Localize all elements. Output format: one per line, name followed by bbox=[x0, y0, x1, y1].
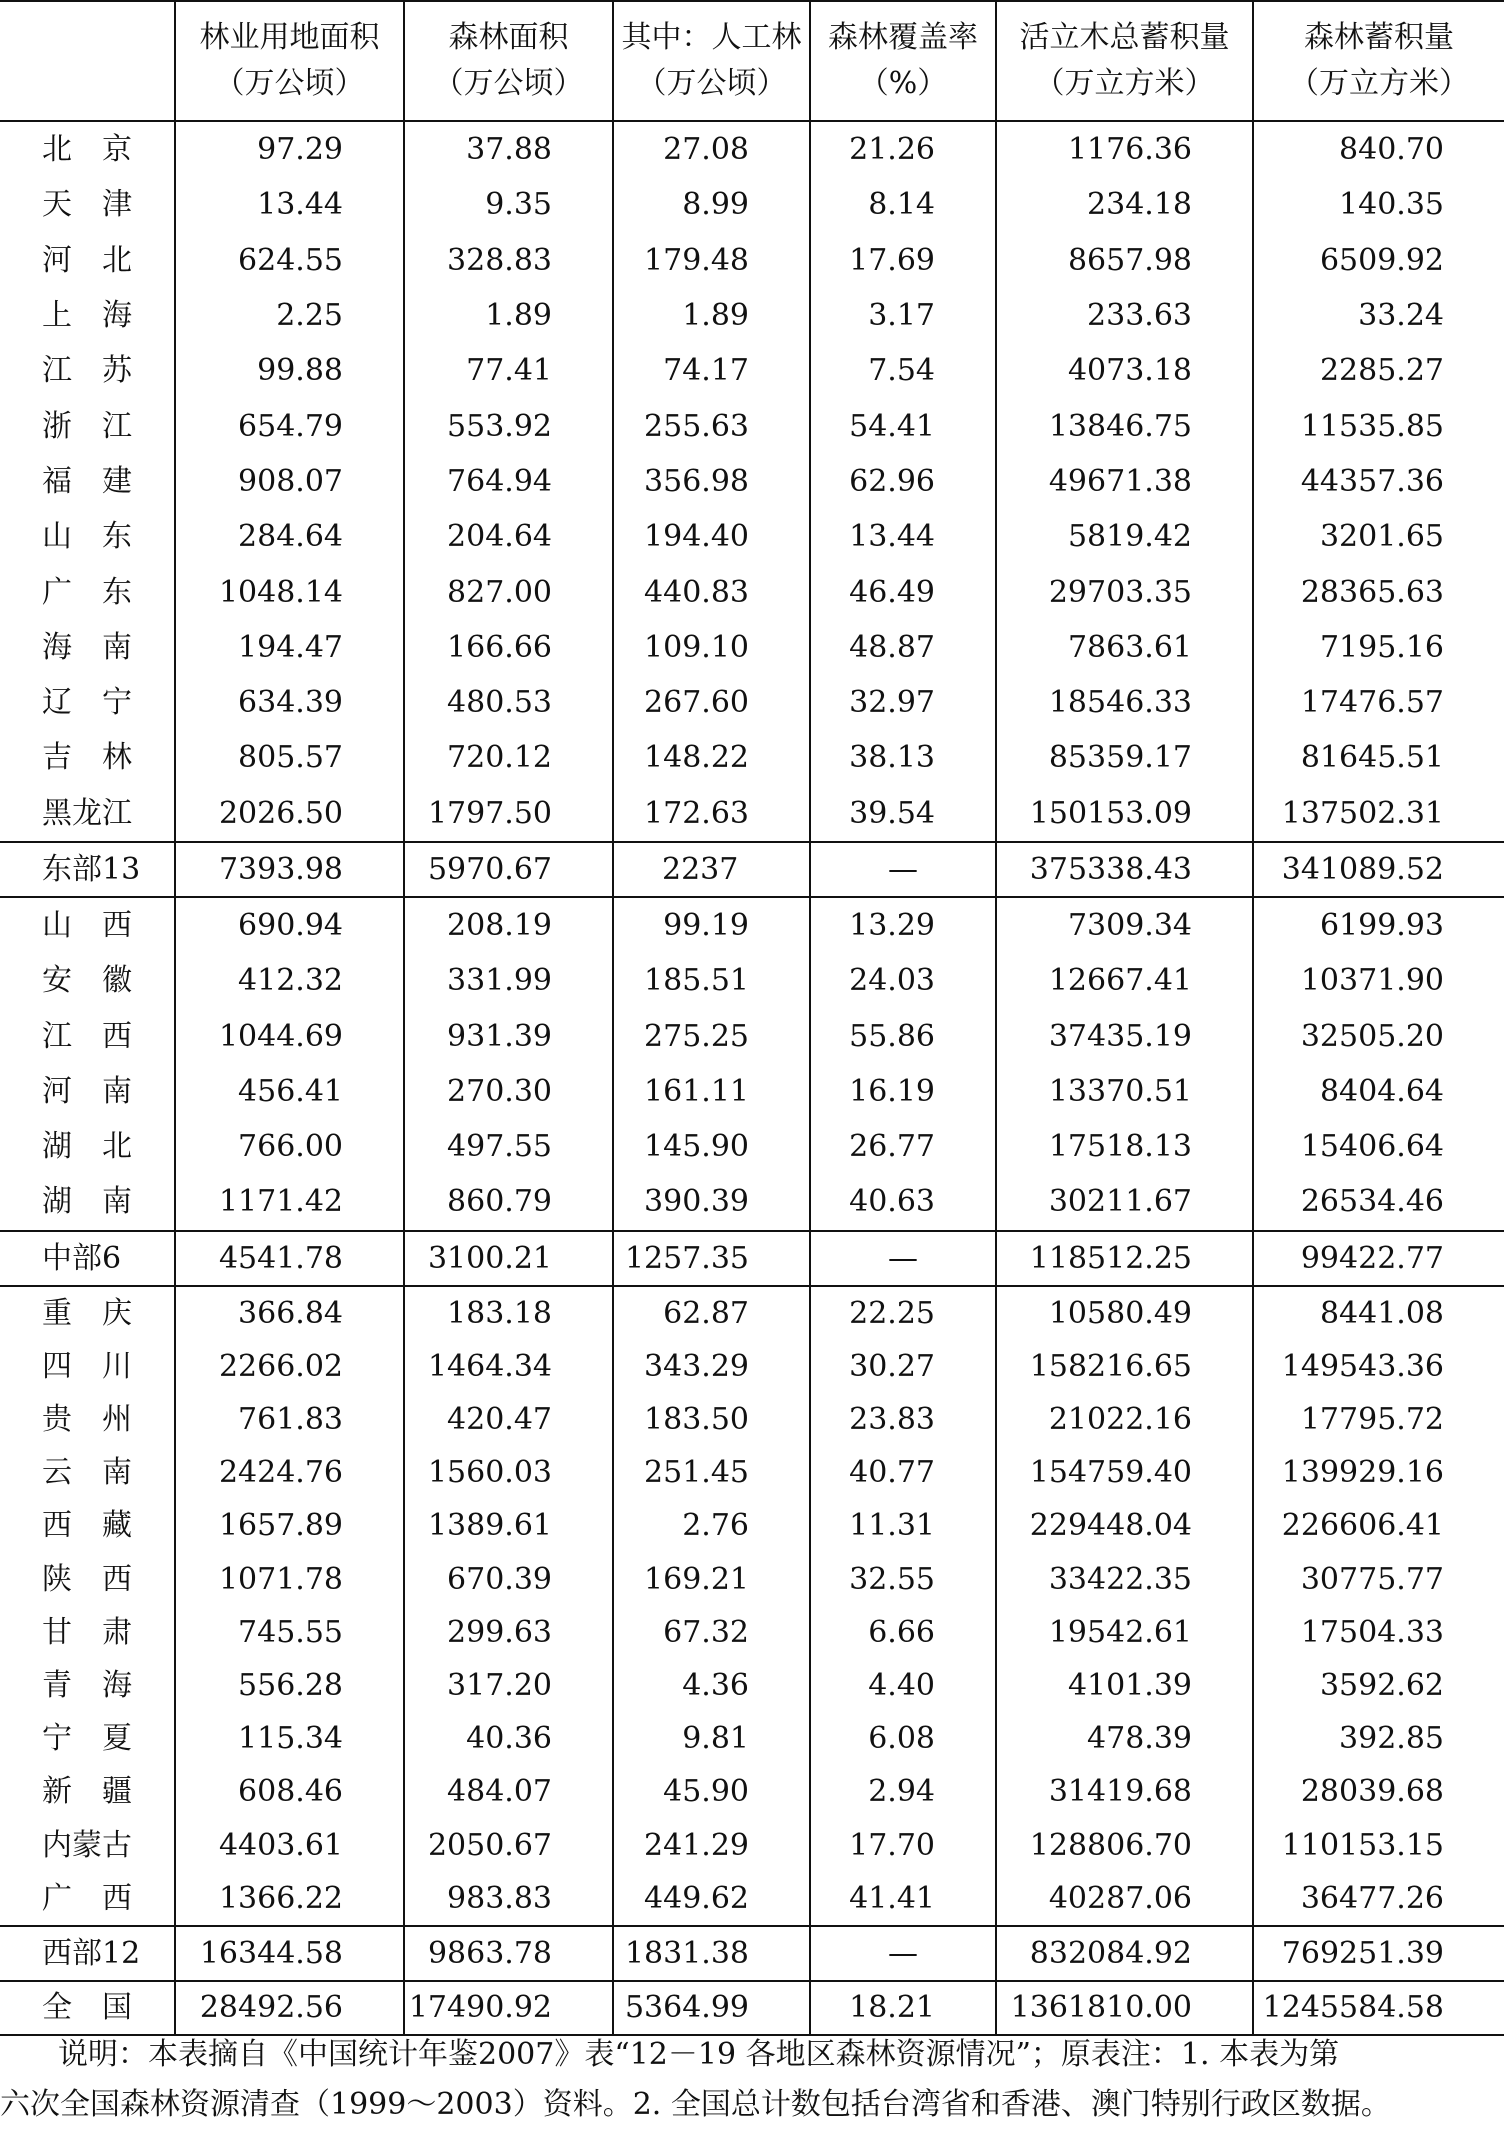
table-row bbox=[0, 675, 1504, 730]
cell-forestry-land-area: 690.94 bbox=[175, 897, 404, 953]
cell-forest-area: 40.36 bbox=[404, 1712, 613, 1765]
cell-plantation-area: 449.62 bbox=[613, 1872, 810, 1926]
cell-forest-area: 1464.34 bbox=[404, 1340, 613, 1393]
cell-standing-stock: 229448.04 bbox=[996, 1499, 1253, 1552]
cell-forest-stock: 17795.72 bbox=[1253, 1393, 1504, 1446]
region-name: 辽宁 bbox=[42, 685, 162, 721]
region-name: 浙江 bbox=[42, 408, 162, 444]
cell-forest-stock: 17504.33 bbox=[1253, 1606, 1504, 1659]
cell-plantation-area: 390.39 bbox=[613, 1174, 810, 1230]
cell-forestry-land-area: 16344.58 bbox=[175, 1926, 404, 1981]
cell-forestry-land-area: 766.00 bbox=[175, 1119, 404, 1174]
cell-forest-area: 480.53 bbox=[404, 675, 613, 730]
cell-standing-stock: 13846.75 bbox=[996, 398, 1253, 453]
region-name: 陕西 bbox=[42, 1561, 162, 1597]
cell-standing-stock: 118512.25 bbox=[996, 1231, 1253, 1286]
cell-standing-stock: 150153.09 bbox=[996, 786, 1253, 842]
table-row bbox=[0, 121, 1504, 177]
cell-forest-coverage: 40.63 bbox=[810, 1174, 996, 1230]
cell-forest-coverage: 54.41 bbox=[810, 398, 996, 453]
table-row bbox=[0, 564, 1504, 619]
cell-forest-stock: 30775.77 bbox=[1253, 1553, 1504, 1606]
table-row bbox=[0, 1499, 1504, 1552]
cell-forest-coverage: 13.29 bbox=[810, 897, 996, 953]
table-row bbox=[0, 398, 1504, 453]
cell-forest-stock: 110153.15 bbox=[1253, 1819, 1504, 1872]
cell-forestry-land-area: 194.47 bbox=[175, 620, 404, 675]
cell-plantation-area: 45.90 bbox=[613, 1765, 810, 1818]
cell-forest-stock: 81645.51 bbox=[1253, 730, 1504, 785]
cell-forestry-land-area: 2266.02 bbox=[175, 1340, 404, 1393]
cell-forest-coverage: 62.96 bbox=[810, 454, 996, 509]
cell-forest-coverage: 30.27 bbox=[810, 1340, 996, 1393]
header-forestry-land-area: 林业用地面积 （万公顷） bbox=[175, 1, 404, 121]
table-row bbox=[0, 1606, 1504, 1659]
cell-forest-coverage: 17.69 bbox=[810, 233, 996, 288]
note-line-1: 说明：本表摘自《中国统计年鉴2007》表“12－19 各地区森林资源情况”；原表注：1. 本表为第 bbox=[58, 2037, 1340, 2072]
region-name: 西部12 bbox=[0, 1926, 175, 1981]
cell-standing-stock: 4073.18 bbox=[996, 343, 1253, 398]
region-name: 河北 bbox=[42, 242, 162, 278]
region-name: 河南 bbox=[42, 1073, 162, 1109]
table-row bbox=[0, 177, 1504, 232]
cell-standing-stock: 40287.06 bbox=[996, 1872, 1253, 1926]
cell-standing-stock: 49671.38 bbox=[996, 454, 1253, 509]
cell-forest-stock: 1245584.58 bbox=[1253, 1981, 1504, 2035]
cell-plantation-area: 8.99 bbox=[613, 177, 810, 232]
cell-forest-area: 827.00 bbox=[404, 564, 613, 619]
cell-forestry-land-area: 97.29 bbox=[175, 121, 404, 177]
cell-forest-coverage: 4.40 bbox=[810, 1659, 996, 1712]
table-row bbox=[0, 288, 1504, 343]
cell-plantation-area: 9.81 bbox=[613, 1712, 810, 1765]
region-name: 上海 bbox=[42, 298, 162, 334]
cell-standing-stock: 1176.36 bbox=[996, 121, 1253, 177]
cell-forest-stock: 139929.16 bbox=[1253, 1446, 1504, 1499]
cell-forest-stock: 10371.90 bbox=[1253, 953, 1504, 1008]
cell-forestry-land-area: 1071.78 bbox=[175, 1553, 404, 1606]
cell-forest-area: 5970.67 bbox=[404, 842, 613, 897]
region-name: 山东 bbox=[42, 519, 162, 555]
cell-plantation-area: 4.36 bbox=[613, 1659, 810, 1712]
cell-forest-coverage: 16.19 bbox=[810, 1064, 996, 1119]
table-row bbox=[0, 1393, 1504, 1446]
cell-forest-area: 553.92 bbox=[404, 398, 613, 453]
cell-forest-coverage: 6.08 bbox=[810, 1712, 996, 1765]
cell-forest-stock: 341089.52 bbox=[1253, 842, 1504, 897]
cell-forest-coverage: — bbox=[810, 842, 996, 897]
table-row bbox=[0, 1765, 1504, 1818]
table-row bbox=[0, 730, 1504, 785]
cell-plantation-area: 356.98 bbox=[613, 454, 810, 509]
region-name: 山西 bbox=[42, 908, 162, 943]
region-name: 湖北 bbox=[42, 1129, 162, 1165]
region-name: 福建 bbox=[42, 463, 162, 499]
cell-forestry-land-area: 1657.89 bbox=[175, 1499, 404, 1552]
cell-forest-coverage: 6.66 bbox=[810, 1606, 996, 1659]
region-name: 贵州 bbox=[42, 1402, 162, 1438]
cell-forestry-land-area: 115.34 bbox=[175, 1712, 404, 1765]
cell-forestry-land-area: 4403.61 bbox=[175, 1819, 404, 1872]
cell-forest-stock: 7195.16 bbox=[1253, 620, 1504, 675]
table-row bbox=[0, 454, 1504, 509]
cell-forest-coverage: 3.17 bbox=[810, 288, 996, 343]
cell-forest-stock: 36477.26 bbox=[1253, 1872, 1504, 1926]
cell-forest-coverage: 8.14 bbox=[810, 177, 996, 232]
region-name: 黑龙江 bbox=[42, 795, 132, 831]
cell-forest-stock: 26534.46 bbox=[1253, 1174, 1504, 1230]
cell-plantation-area: 183.50 bbox=[613, 1393, 810, 1446]
cell-forestry-land-area: 366.84 bbox=[175, 1286, 404, 1340]
cell-forest-stock: 44357.36 bbox=[1253, 454, 1504, 509]
cell-forest-coverage: 40.77 bbox=[810, 1446, 996, 1499]
table-row bbox=[0, 1819, 1504, 1872]
cell-forest-area: 497.55 bbox=[404, 1119, 613, 1174]
cell-forest-area: 37.88 bbox=[404, 121, 613, 177]
cell-plantation-area: 27.08 bbox=[613, 121, 810, 177]
cell-standing-stock: 21022.16 bbox=[996, 1393, 1253, 1446]
region-name: 广东 bbox=[42, 574, 162, 610]
cell-plantation-area: 74.17 bbox=[613, 343, 810, 398]
region-name: 吉林 bbox=[42, 740, 162, 776]
cell-standing-stock: 37435.19 bbox=[996, 1008, 1253, 1063]
cell-forest-stock: 140.35 bbox=[1253, 177, 1504, 232]
cell-plantation-area: 62.87 bbox=[613, 1286, 810, 1340]
header-forest-area: 森林面积 （万公顷） bbox=[404, 1, 613, 121]
table-row bbox=[0, 233, 1504, 288]
cell-forest-stock: 11535.85 bbox=[1253, 398, 1504, 453]
cell-forest-area: 484.07 bbox=[404, 1765, 613, 1818]
cell-forestry-land-area: 805.57 bbox=[175, 730, 404, 785]
cell-standing-stock: 12667.41 bbox=[996, 953, 1253, 1008]
region-name: 重庆 bbox=[42, 1295, 162, 1331]
region-name: 湖南 bbox=[42, 1184, 162, 1220]
cell-standing-stock: 158216.65 bbox=[996, 1340, 1253, 1393]
cell-forest-area: 9863.78 bbox=[404, 1926, 613, 1981]
cell-forest-stock: 32505.20 bbox=[1253, 1008, 1504, 1063]
cell-standing-stock: 29703.35 bbox=[996, 564, 1253, 619]
cell-forest-coverage: 2.94 bbox=[810, 1765, 996, 1818]
table-row bbox=[0, 620, 1504, 675]
cell-forest-coverage: 11.31 bbox=[810, 1499, 996, 1552]
subtotal-row bbox=[0, 1926, 1504, 1981]
cell-standing-stock: 31419.68 bbox=[996, 1765, 1253, 1818]
cell-forest-area: 860.79 bbox=[404, 1174, 613, 1230]
cell-forest-area: 208.19 bbox=[404, 897, 613, 953]
cell-forestry-land-area: 284.64 bbox=[175, 509, 404, 564]
table-row bbox=[0, 786, 1504, 842]
cell-plantation-area: 241.29 bbox=[613, 1819, 810, 1872]
header-forest-stock: 森林蓄积量 （万立方米） bbox=[1253, 1, 1504, 121]
table-row bbox=[0, 1659, 1504, 1712]
cell-forest-stock: 3592.62 bbox=[1253, 1659, 1504, 1712]
cell-forest-area: 720.12 bbox=[404, 730, 613, 785]
cell-forest-area: 17490.92 bbox=[404, 1981, 613, 2035]
cell-plantation-area: 1.89 bbox=[613, 288, 810, 343]
table-row bbox=[0, 1446, 1504, 1499]
cell-forestry-land-area: 99.88 bbox=[175, 343, 404, 398]
cell-standing-stock: 1361810.00 bbox=[996, 1981, 1253, 2035]
cell-forest-coverage: 32.97 bbox=[810, 675, 996, 730]
table-row bbox=[0, 1872, 1504, 1926]
cell-forest-coverage: 24.03 bbox=[810, 953, 996, 1008]
cell-forestry-land-area: 7393.98 bbox=[175, 842, 404, 897]
cell-forest-stock: 392.85 bbox=[1253, 1712, 1504, 1765]
cell-standing-stock: 18546.33 bbox=[996, 675, 1253, 730]
total-row bbox=[0, 1981, 1504, 2035]
table-row bbox=[0, 343, 1504, 398]
cell-forest-coverage: 32.55 bbox=[810, 1553, 996, 1606]
cell-forest-stock: 6509.92 bbox=[1253, 233, 1504, 288]
cell-forest-coverage: 23.83 bbox=[810, 1393, 996, 1446]
header-forest-coverage: 森林覆盖率 （%） bbox=[810, 1, 996, 121]
header-row bbox=[0, 1, 1504, 121]
cell-forestry-land-area: 1044.69 bbox=[175, 1008, 404, 1063]
cell-forestry-land-area: 745.55 bbox=[175, 1606, 404, 1659]
cell-standing-stock: 85359.17 bbox=[996, 730, 1253, 785]
cell-standing-stock: 234.18 bbox=[996, 177, 1253, 232]
cell-plantation-area: 172.63 bbox=[613, 786, 810, 842]
cell-forestry-land-area: 2.25 bbox=[175, 288, 404, 343]
table-row bbox=[0, 1119, 1504, 1174]
cell-forestry-land-area: 456.41 bbox=[175, 1064, 404, 1119]
region-name: 青海 bbox=[42, 1668, 162, 1704]
cell-standing-stock: 33422.35 bbox=[996, 1553, 1253, 1606]
cell-forestry-land-area: 2026.50 bbox=[175, 786, 404, 842]
header-plantation-area: 其中：人工林 （万公顷） bbox=[613, 1, 810, 121]
cell-plantation-area: 275.25 bbox=[613, 1008, 810, 1063]
cell-forest-area: 983.83 bbox=[404, 1872, 613, 1926]
cell-plantation-area: 185.51 bbox=[613, 953, 810, 1008]
cell-forest-stock: 6199.93 bbox=[1253, 897, 1504, 953]
cell-forest-area: 1.89 bbox=[404, 288, 613, 343]
header-region bbox=[0, 1, 175, 121]
cell-forest-stock: 15406.64 bbox=[1253, 1119, 1504, 1174]
cell-forestry-land-area: 761.83 bbox=[175, 1393, 404, 1446]
cell-plantation-area: 440.83 bbox=[613, 564, 810, 619]
region-name: 西藏 bbox=[42, 1508, 162, 1544]
subtotal-row bbox=[0, 842, 1504, 897]
cell-forest-area: 270.30 bbox=[404, 1064, 613, 1119]
region-name: 江西 bbox=[42, 1018, 162, 1054]
cell-standing-stock: 8657.98 bbox=[996, 233, 1253, 288]
cell-forestry-land-area: 624.55 bbox=[175, 233, 404, 288]
cell-forest-coverage: 13.44 bbox=[810, 509, 996, 564]
cell-forest-stock: 33.24 bbox=[1253, 288, 1504, 343]
cell-plantation-area: 169.21 bbox=[613, 1553, 810, 1606]
cell-forest-area: 931.39 bbox=[404, 1008, 613, 1063]
subtotal-row bbox=[0, 1231, 1504, 1286]
cell-forest-area: 166.66 bbox=[404, 620, 613, 675]
cell-plantation-area: 255.63 bbox=[613, 398, 810, 453]
cell-plantation-area: 109.10 bbox=[613, 620, 810, 675]
cell-forest-area: 204.64 bbox=[404, 509, 613, 564]
cell-forest-coverage: 39.54 bbox=[810, 786, 996, 842]
cell-forestry-land-area: 608.46 bbox=[175, 1765, 404, 1818]
cell-forest-area: 328.83 bbox=[404, 233, 613, 288]
cell-forest-coverage: 22.25 bbox=[810, 1286, 996, 1340]
region-name: 天津 bbox=[42, 187, 162, 223]
cell-forest-area: 1797.50 bbox=[404, 786, 613, 842]
cell-forest-area: 1560.03 bbox=[404, 1446, 613, 1499]
header-standing-stock: 活立木总蓄积量 （万立方米） bbox=[996, 1, 1253, 121]
cell-forest-coverage: 48.87 bbox=[810, 620, 996, 675]
cell-standing-stock: 13370.51 bbox=[996, 1064, 1253, 1119]
table-row bbox=[0, 1008, 1504, 1063]
cell-standing-stock: 478.39 bbox=[996, 1712, 1253, 1765]
cell-plantation-area: 194.40 bbox=[613, 509, 810, 564]
cell-standing-stock: 5819.42 bbox=[996, 509, 1253, 564]
table-row bbox=[0, 953, 1504, 1008]
cell-forest-coverage: 26.77 bbox=[810, 1119, 996, 1174]
cell-forest-stock: 3201.65 bbox=[1253, 509, 1504, 564]
cell-forest-coverage: — bbox=[810, 1231, 996, 1286]
cell-forest-coverage: 21.26 bbox=[810, 121, 996, 177]
cell-plantation-area: 179.48 bbox=[613, 233, 810, 288]
region-name: 海南 bbox=[42, 629, 162, 665]
cell-forest-stock: 840.70 bbox=[1253, 121, 1504, 177]
cell-plantation-area: 67.32 bbox=[613, 1606, 810, 1659]
cell-forest-stock: 2285.27 bbox=[1253, 343, 1504, 398]
cell-forest-stock: 99422.77 bbox=[1253, 1231, 1504, 1286]
cell-plantation-area: 1831.38 bbox=[613, 1926, 810, 1981]
cell-forest-coverage: 55.86 bbox=[810, 1008, 996, 1063]
cell-plantation-area: 161.11 bbox=[613, 1064, 810, 1119]
cell-forest-area: 764.94 bbox=[404, 454, 613, 509]
cell-forest-area: 331.99 bbox=[404, 953, 613, 1008]
cell-forest-coverage: 7.54 bbox=[810, 343, 996, 398]
region-name: 安徽 bbox=[42, 963, 162, 999]
cell-standing-stock: 17518.13 bbox=[996, 1119, 1253, 1174]
table-row bbox=[0, 1064, 1504, 1119]
cell-standing-stock: 154759.40 bbox=[996, 1446, 1253, 1499]
cell-forestry-land-area: 908.07 bbox=[175, 454, 404, 509]
cell-plantation-area: 343.29 bbox=[613, 1340, 810, 1393]
cell-plantation-area: 2237 bbox=[613, 842, 810, 897]
table-row bbox=[0, 1174, 1504, 1230]
cell-forest-area: 3100.21 bbox=[404, 1231, 613, 1286]
cell-forest-area: 670.39 bbox=[404, 1553, 613, 1606]
region-name: 宁夏 bbox=[42, 1721, 162, 1757]
cell-plantation-area: 5364.99 bbox=[613, 1981, 810, 2035]
cell-forest-coverage: 38.13 bbox=[810, 730, 996, 785]
table-row bbox=[0, 897, 1504, 953]
region-name: 北京 bbox=[42, 132, 162, 168]
cell-forest-area: 317.20 bbox=[404, 1659, 613, 1712]
region-name: 东部13 bbox=[0, 842, 175, 897]
cell-standing-stock: 19542.61 bbox=[996, 1606, 1253, 1659]
cell-forest-coverage: 41.41 bbox=[810, 1872, 996, 1926]
cell-forestry-land-area: 28492.56 bbox=[175, 1981, 404, 2035]
cell-standing-stock: 30211.67 bbox=[996, 1174, 1253, 1230]
cell-forest-stock: 28039.68 bbox=[1253, 1765, 1504, 1818]
cell-plantation-area: 145.90 bbox=[613, 1119, 810, 1174]
cell-standing-stock: 10580.49 bbox=[996, 1286, 1253, 1340]
region-name: 云南 bbox=[42, 1455, 162, 1491]
table-row bbox=[0, 1712, 1504, 1765]
cell-forest-stock: 226606.41 bbox=[1253, 1499, 1504, 1552]
cell-forest-area: 420.47 bbox=[404, 1393, 613, 1446]
region-name: 广西 bbox=[42, 1880, 162, 1916]
cell-forest-stock: 137502.31 bbox=[1253, 786, 1504, 842]
cell-standing-stock: 128806.70 bbox=[996, 1819, 1253, 1872]
cell-plantation-area: 148.22 bbox=[613, 730, 810, 785]
region-name: 甘肃 bbox=[42, 1614, 162, 1650]
cell-standing-stock: 7309.34 bbox=[996, 897, 1253, 953]
cell-forest-area: 299.63 bbox=[404, 1606, 613, 1659]
cell-forest-area: 183.18 bbox=[404, 1286, 613, 1340]
region-name: 四川 bbox=[42, 1348, 162, 1384]
cell-forestry-land-area: 1048.14 bbox=[175, 564, 404, 619]
cell-forest-stock: 8404.64 bbox=[1253, 1064, 1504, 1119]
cell-plantation-area: 99.19 bbox=[613, 897, 810, 953]
cell-forest-stock: 8441.08 bbox=[1253, 1286, 1504, 1340]
cell-forestry-land-area: 634.39 bbox=[175, 675, 404, 730]
cell-forest-coverage: — bbox=[810, 1926, 996, 1981]
table-row bbox=[0, 1553, 1504, 1606]
cell-forestry-land-area: 556.28 bbox=[175, 1659, 404, 1712]
cell-standing-stock: 7863.61 bbox=[996, 620, 1253, 675]
cell-forest-stock: 28365.63 bbox=[1253, 564, 1504, 619]
region-name: 江苏 bbox=[42, 353, 162, 389]
cell-forest-area: 2050.67 bbox=[404, 1819, 613, 1872]
cell-standing-stock: 832084.92 bbox=[996, 1926, 1253, 1981]
cell-forest-stock: 769251.39 bbox=[1253, 1926, 1504, 1981]
region-name: 新疆 bbox=[42, 1774, 162, 1810]
table-row bbox=[0, 1286, 1504, 1340]
cell-forestry-land-area: 13.44 bbox=[175, 177, 404, 232]
cell-forest-area: 1389.61 bbox=[404, 1499, 613, 1552]
cell-forestry-land-area: 1366.22 bbox=[175, 1872, 404, 1926]
cell-forest-coverage: 18.21 bbox=[810, 1981, 996, 2035]
cell-forest-coverage: 46.49 bbox=[810, 564, 996, 619]
cell-forestry-land-area: 1171.42 bbox=[175, 1174, 404, 1230]
table-row bbox=[0, 509, 1504, 564]
cell-plantation-area: 2.76 bbox=[613, 1499, 810, 1552]
region-name: 全国 bbox=[0, 1981, 175, 2035]
cell-plantation-area: 267.60 bbox=[613, 675, 810, 730]
cell-plantation-area: 251.45 bbox=[613, 1446, 810, 1499]
cell-forestry-land-area: 654.79 bbox=[175, 398, 404, 453]
cell-forestry-land-area: 412.32 bbox=[175, 953, 404, 1008]
cell-standing-stock: 375338.43 bbox=[996, 842, 1253, 897]
table-row bbox=[0, 1340, 1504, 1393]
cell-forestry-land-area: 2424.76 bbox=[175, 1446, 404, 1499]
cell-forestry-land-area: 4541.78 bbox=[175, 1231, 404, 1286]
cell-forest-area: 77.41 bbox=[404, 343, 613, 398]
cell-forest-stock: 149543.36 bbox=[1253, 1340, 1504, 1393]
region-name: 内蒙古 bbox=[42, 1827, 132, 1863]
cell-forest-coverage: 17.70 bbox=[810, 1819, 996, 1872]
table-note bbox=[0, 2030, 1504, 2130]
region-name: 中部6 bbox=[0, 1231, 175, 1286]
cell-standing-stock: 4101.39 bbox=[996, 1659, 1253, 1712]
cell-plantation-area: 1257.35 bbox=[613, 1231, 810, 1286]
cell-forest-area: 9.35 bbox=[404, 177, 613, 232]
note-line-2: 六次全国森林资源清查（1999～2003）资料。2. 全国总计数包括台湾省和香港、澳门特别行政区数据。 bbox=[0, 2087, 1391, 2122]
cell-standing-stock: 233.63 bbox=[996, 288, 1253, 343]
cell-forest-stock: 17476.57 bbox=[1253, 675, 1504, 730]
